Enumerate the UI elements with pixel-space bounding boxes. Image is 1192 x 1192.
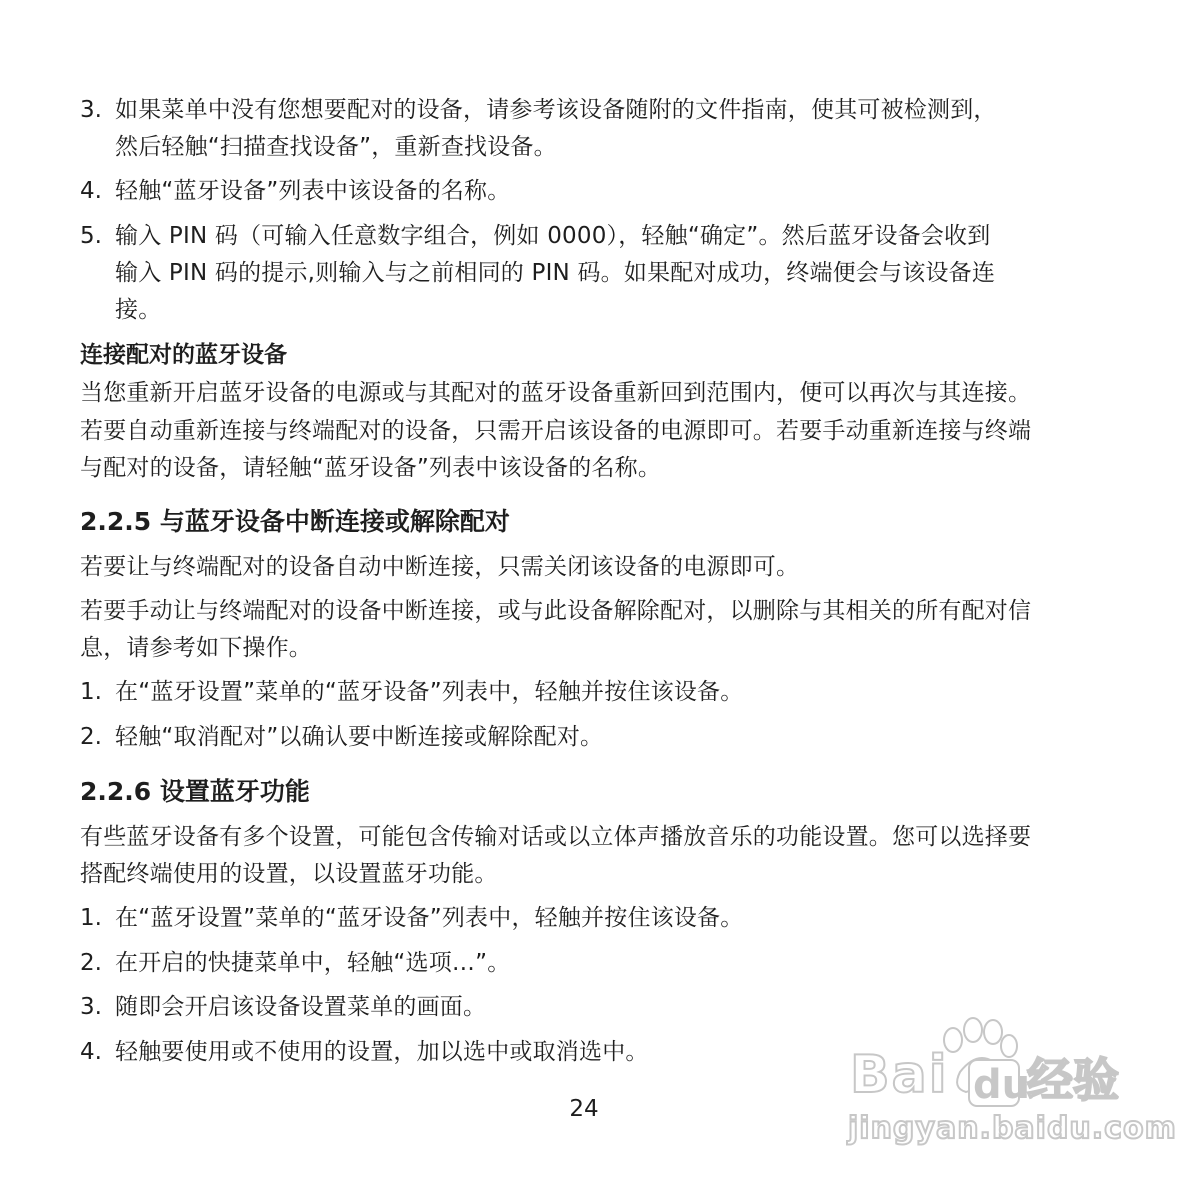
step-text-continued: 然后轻触“扫描查找设备”，重新查找设备。 [115, 134, 557, 160]
section-heading: 连接配对的蓝牙设备 [80, 342, 287, 368]
step-text: 在开启的快捷菜单中，轻触“选项…”。 [115, 950, 511, 976]
baidu-jingyan-watermark [845, 1010, 1177, 1160]
paragraph-line: 与配对的设备，请轻触“蓝牙设备”列表中该设备的名称。 [80, 455, 662, 481]
step-number: 4. [80, 1039, 102, 1065]
svg-text:du: du [973, 1062, 1031, 1108]
step-number: 2. [80, 950, 102, 976]
step-number: 2. [80, 724, 102, 750]
svg-text:Bai: Bai [850, 1045, 949, 1105]
svg-text:经验: 经验 [1027, 1053, 1119, 1107]
step-text-continued: 接。 [115, 297, 162, 323]
section-title: 2.2.6 设置蓝牙功能 [80, 777, 310, 806]
section-title: 2.2.5 与蓝牙设备中断连接或解除配对 [80, 507, 510, 536]
step-text: 轻触“蓝牙设备”列表中该设备的名称。 [115, 178, 511, 204]
step-text: 轻触“取消配对”以确认要中断连接或解除配对。 [115, 724, 604, 750]
paragraph-line: 息，请参考如下操作。 [80, 635, 312, 661]
step-number: 1. [80, 679, 102, 705]
paragraph-line: 若要让与终端配对的设备自动中断连接，只需关闭该设备的电源即可。 [80, 554, 800, 580]
step-text: 输入 PIN 码（可输入任意数字组合，例如 0000），轻触“确定”。然后蓝牙设备会收到 [115, 223, 991, 249]
paragraph-line: 若要手动让与终端配对的设备中断连接，或与此设备解除配对，以删除与其相关的所有配对信 [80, 598, 1032, 624]
step-number: 1. [80, 905, 102, 931]
step-number: 5. [80, 223, 102, 249]
step-text: 如果菜单中没有您想要配对的设备，请参考该设备随附的文件指南，使其可被检测到， [115, 97, 997, 123]
step-number: 4. [80, 178, 102, 204]
step-number: 3. [80, 97, 102, 123]
step-number: 3. [80, 994, 102, 1020]
paragraph-line: 有些蓝牙设备有多个设置，可能包含传输对话或以立体声播放音乐的功能设置。您可以选择要 [80, 824, 1032, 850]
paragraph-line: 搭配终端使用的设置，以设置蓝牙功能。 [80, 861, 498, 887]
page-number: 24 [569, 1096, 599, 1122]
paragraph-line: 当您重新开启蓝牙设备的电源或与其配对的蓝牙设备重新回到范围内，便可以再次与其连接。 [80, 380, 1032, 406]
paragraph-line: 若要自动重新连接与终端配对的设备，只需开启该设备的电源即可。若要手动重新连接与终端 [80, 418, 1032, 444]
step-text-continued: 输入 PIN 码的提示,则输入与之前相同的 PIN 码。如果配对成功，终端便会与该设备连 [115, 260, 996, 286]
step-text: 在“蓝牙设置”菜单的“蓝牙设备”列表中，轻触并按住该设备。 [115, 905, 744, 931]
step-text: 在“蓝牙设置”菜单的“蓝牙设备”列表中，轻触并按住该设备。 [115, 679, 744, 705]
step-text: 随即会开启该设备设置菜单的画面。 [115, 994, 487, 1020]
svg-text:jingyan.baidu.com: jingyan.baidu.com [848, 1111, 1177, 1146]
step-text: 轻触要使用或不使用的设置，加以选中或取消选中。 [115, 1039, 649, 1065]
